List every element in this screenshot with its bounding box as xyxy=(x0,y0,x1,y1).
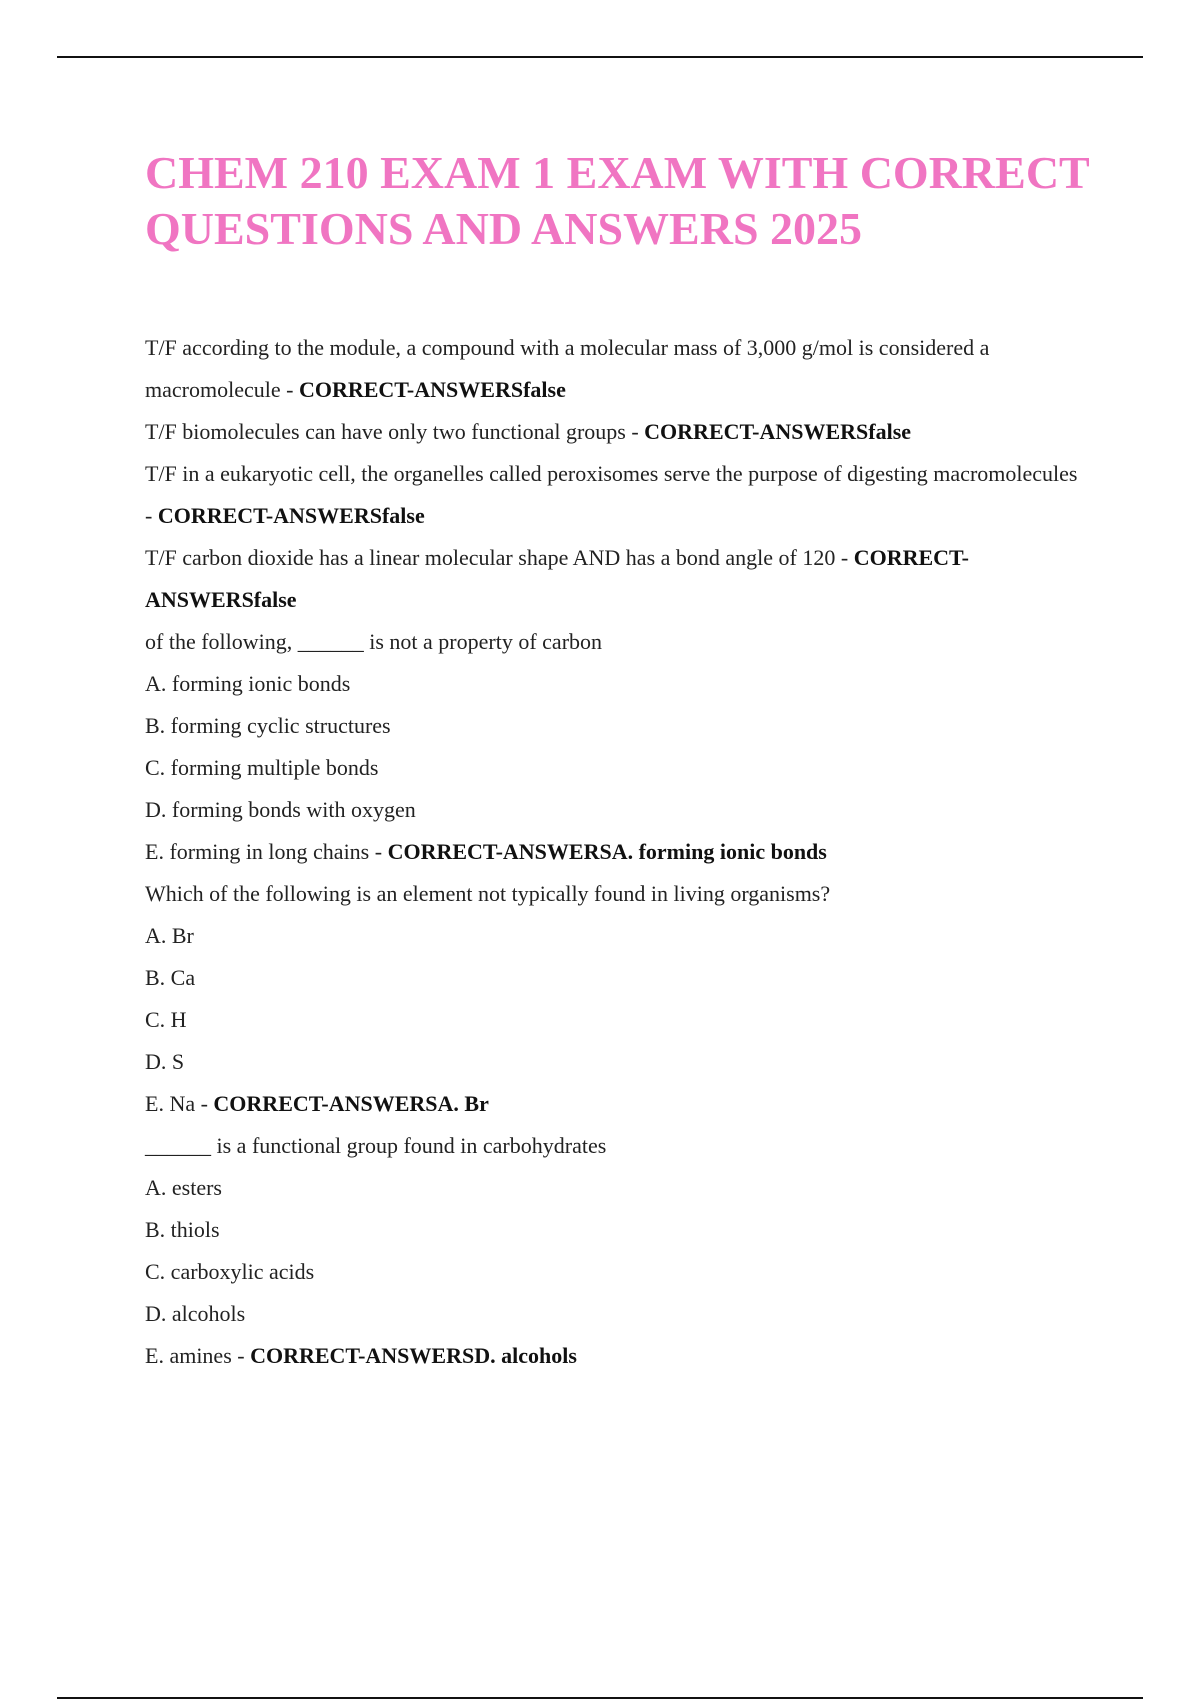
qa-item: T/F carbon dioxide has a linear molecular shape AND has a bond angle of 120 - CORRECT-ANSWERSfalse xyxy=(145,545,970,612)
option-text: C. forming multiple bonds xyxy=(145,755,379,780)
question-text: T/F carbon dioxide has a linear molecular shape AND has a bond angle of 120 xyxy=(145,545,836,570)
option-text: D. forming bonds with oxygen xyxy=(145,797,416,822)
answer-text: CORRECT-ANSWERSA. Br xyxy=(213,1091,489,1116)
option-text: B. forming cyclic structures xyxy=(145,713,391,738)
qa-answer-line: E. Na - CORRECT-ANSWERSA. Br xyxy=(145,1091,489,1116)
option-text: A. forming ionic bonds xyxy=(145,671,351,696)
answer-text: CORRECT-ANSWERSD. alcohols xyxy=(250,1343,577,1368)
answer-text: CORRECT-ANSWERSfalse xyxy=(298,377,566,402)
qa-content xyxy=(145,327,1090,1377)
option-text: B. thiols xyxy=(145,1217,220,1242)
option-text: C. carboxylic acids xyxy=(145,1259,315,1284)
option-text: A. Br xyxy=(145,923,194,948)
answer-text: CORRECT-ANSWERSfalse xyxy=(644,419,912,444)
qa-answer-line: E. amines - CORRECT-ANSWERSD. alcohols xyxy=(145,1343,577,1368)
option-text: D. S xyxy=(145,1049,185,1074)
option-text: E. forming in long chains xyxy=(145,839,370,864)
question-text: Which of the following is an element not typically found in living organisms? xyxy=(145,881,831,906)
question-text: T/F biomolecules can have only two functional groups xyxy=(145,419,626,444)
qa-item: T/F according to the module, a compound with a molecular mass of 3,000 g/mol is considered a macromolecule - CORRECT-ANSWERSfalse xyxy=(145,335,990,402)
answer-text: CORRECT-ANSWERSfalse xyxy=(157,503,425,528)
option-text: D. alcohols xyxy=(145,1301,246,1326)
qa-item: T/F in a eukaryotic cell, the organelles called peroxisomes serve the purpose of digesting macromolecules - CORRECT-ANSWERSfalse xyxy=(145,461,1078,528)
question-text: T/F in a eukaryotic cell, the organelles called peroxisomes serve the purpose of digesting macromolecules xyxy=(145,461,1078,486)
option-text: E. amines xyxy=(145,1343,232,1368)
option-text: B. Ca xyxy=(145,965,196,990)
qa-item: T/F biomolecules can have only two functional groups - CORRECT-ANSWERSfalse xyxy=(145,419,912,444)
document-page xyxy=(145,145,1090,1377)
option-text: C. H xyxy=(145,1007,187,1032)
document-title: CHEM 210 EXAM 1 EXAM WITH CORRECT QUESTIONS AND ANSWERS 2025 xyxy=(145,147,1089,254)
question-text: T/F according to the module, a compound with a molecular mass of 3,000 g/mol is considered a macromolecule xyxy=(145,335,990,402)
question-text: ______ is a functional group found in carbohydrates xyxy=(145,1133,607,1158)
qa-answer-line: E. forming in long chains - CORRECT-ANSWERSA. forming ionic bonds xyxy=(145,839,827,864)
top-rule xyxy=(57,56,1143,58)
answer-text: CORRECT-ANSWERSfalse xyxy=(145,545,970,612)
option-text: E. Na xyxy=(145,1091,196,1116)
question-text: of the following, ______ is not a property of carbon xyxy=(145,629,603,654)
option-text: A. esters xyxy=(145,1175,222,1200)
bottom-rule xyxy=(57,1697,1143,1699)
answer-text: CORRECT-ANSWERSA. forming ionic bonds xyxy=(387,839,827,864)
